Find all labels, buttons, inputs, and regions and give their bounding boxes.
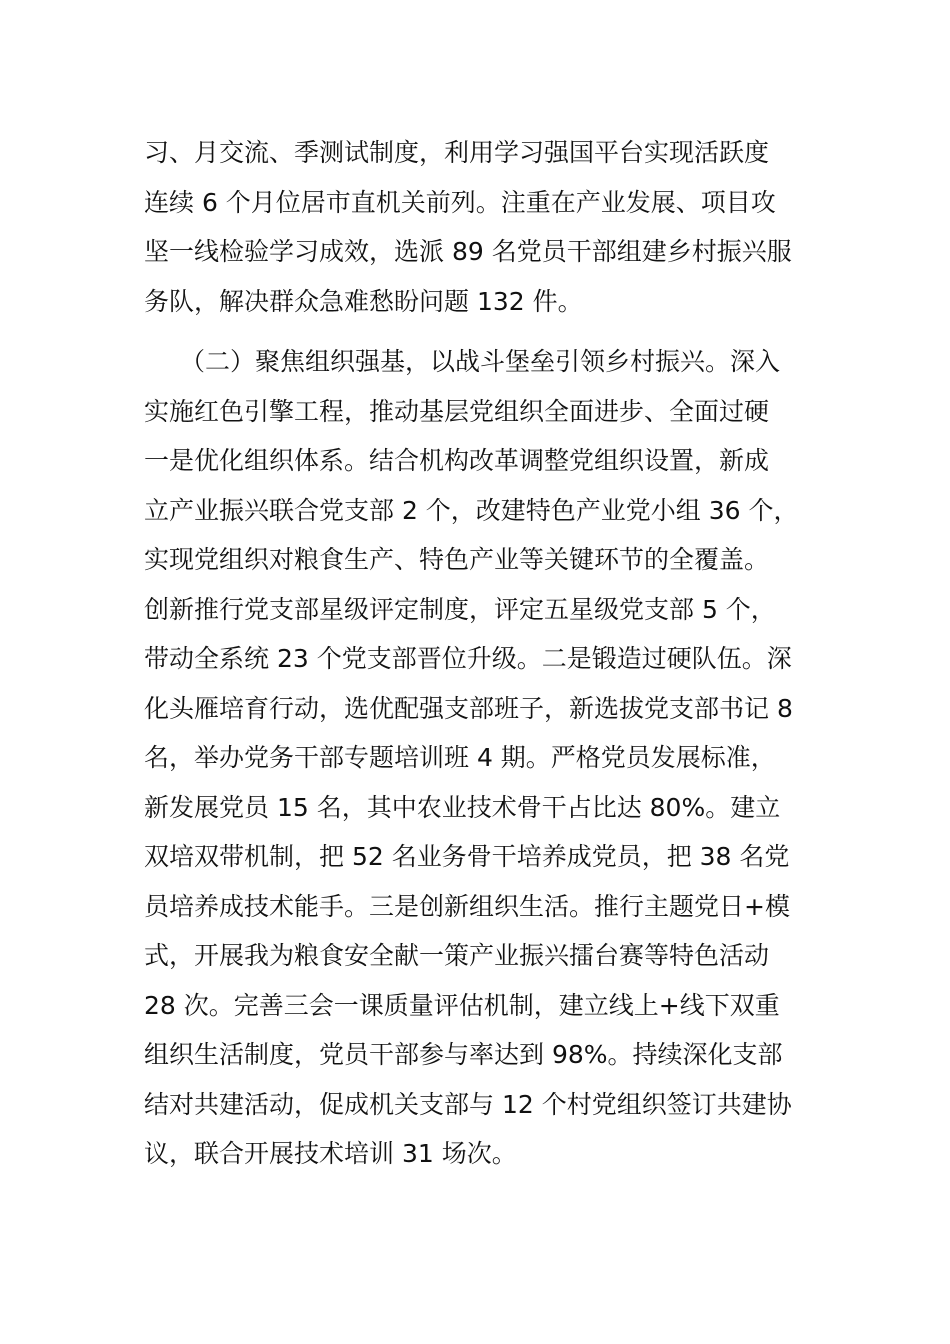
text-line: 双培双带机制，把 52 名业务骨干培养成党员，把 38 名党 [144, 842, 790, 871]
paragraph-2 [144, 337, 808, 1179]
text-line: 员培养成技术能手。三是创新组织生活。推行主题党日+模 [144, 891, 790, 921]
text-line: 实施红色引擎工程，推动基层党组织全面进步、全面过硬 [144, 396, 770, 426]
text-line: 组织生活制度，党员干部参与率达到 98%。持续深化支部 [144, 1040, 783, 1069]
text-line: 化头雁培育行动，选优配强支部班子，新选拔党支部书记 8 [144, 693, 793, 723]
text-line: 结对共建活动，促成机关支部与 12 个村党组织签订共建协 [144, 1089, 792, 1119]
text-line: 一是优化组织体系。结合机构改革调整党组织设置，新成 [144, 446, 770, 475]
text-line: 议，联合开展技术培训 31 场次。 [144, 1139, 517, 1168]
text-line: 28 次。完善三会一课质量评估机制，建立线上+线下双重 [144, 990, 780, 1020]
text-line: 立产业振兴联合党支部 2 个，改建特色产业党小组 36 个， [144, 495, 799, 525]
text-line: 新发展党员 15 名，其中农业技术骨干占比达 80%。建立 [144, 792, 781, 822]
text-line: 务队，解决群众急难愁盼问题 132 件。 [144, 286, 583, 316]
section-heading-line: （二）聚焦组织强基，以战斗堡垒引领乡村振兴。深入 [180, 347, 781, 376]
text-line: 连续 6 个月位居市直机关前列。注重在产业发展、项目攻 [144, 187, 776, 217]
text-line: 式，开展我为粮食安全献一策产业振兴擂台赛等特色活动 [144, 941, 770, 970]
text-line: 习、月交流、季测试制度，利用学习强国平台实现活跃度 [144, 138, 770, 167]
text-line: 创新推行党支部星级评定制度，评定五星级党支部 5 个， [144, 594, 776, 624]
text-line: 实现党组织对粮食生产、特色产业等关键环节的全覆盖。 [144, 545, 770, 574]
text-line: 名，举办党务干部专题培训班 4 期。严格党员发展标准， [144, 743, 776, 772]
text-line: 坚一线检验学习成效，选派 89 名党员干部组建乡村振兴服 [144, 237, 792, 266]
text-line: 带动全系统 23 个党支部晋位升级。二是锻造过硬队伍。深 [144, 644, 792, 673]
paragraph-1 [144, 128, 808, 326]
